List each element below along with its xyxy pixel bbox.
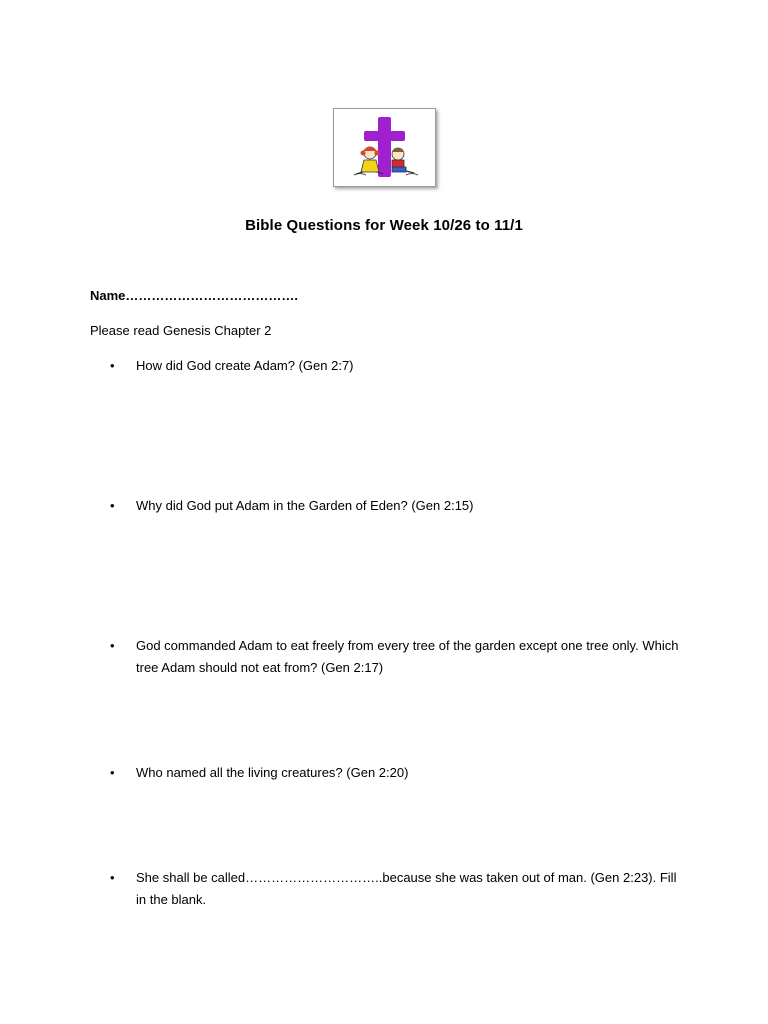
question-text: She shall be called…………………………..because she was taken out of man. (Gen 2:23). Fill in the blank.	[136, 870, 677, 907]
girl-dress	[361, 160, 379, 172]
question-text: How did God create Adam? (Gen 2:7)	[136, 358, 354, 373]
cross-horizontal	[364, 131, 405, 141]
page-title: Bible Questions for Week 10/26 to 11/1	[245, 217, 523, 234]
reading-instruction: Please read Genesis Chapter 2	[90, 323, 272, 338]
bullet-icon: •	[110, 638, 115, 653]
name-field-label: Name………………………………….	[90, 288, 299, 303]
boy-shirt	[392, 160, 404, 167]
bullet-icon: •	[110, 498, 115, 513]
cross-vertical	[378, 117, 391, 177]
question-text: Why did God put Adam in the Garden of Eden? (Gen 2:15)	[136, 498, 474, 513]
question-text: God commanded Adam to eat freely from every tree of the garden except one tree only. Which tree Adam should not eat from? (Gen 2:17)	[136, 638, 679, 675]
boy-pants	[392, 167, 406, 172]
bullet-icon: •	[110, 870, 115, 885]
question-text: Who named all the living creatures? (Gen 2:20)	[136, 765, 409, 780]
logo-frame	[333, 108, 436, 187]
cross-with-children-icon	[334, 109, 435, 186]
bullet-icon: •	[110, 358, 115, 373]
bullet-icon: •	[110, 765, 115, 780]
